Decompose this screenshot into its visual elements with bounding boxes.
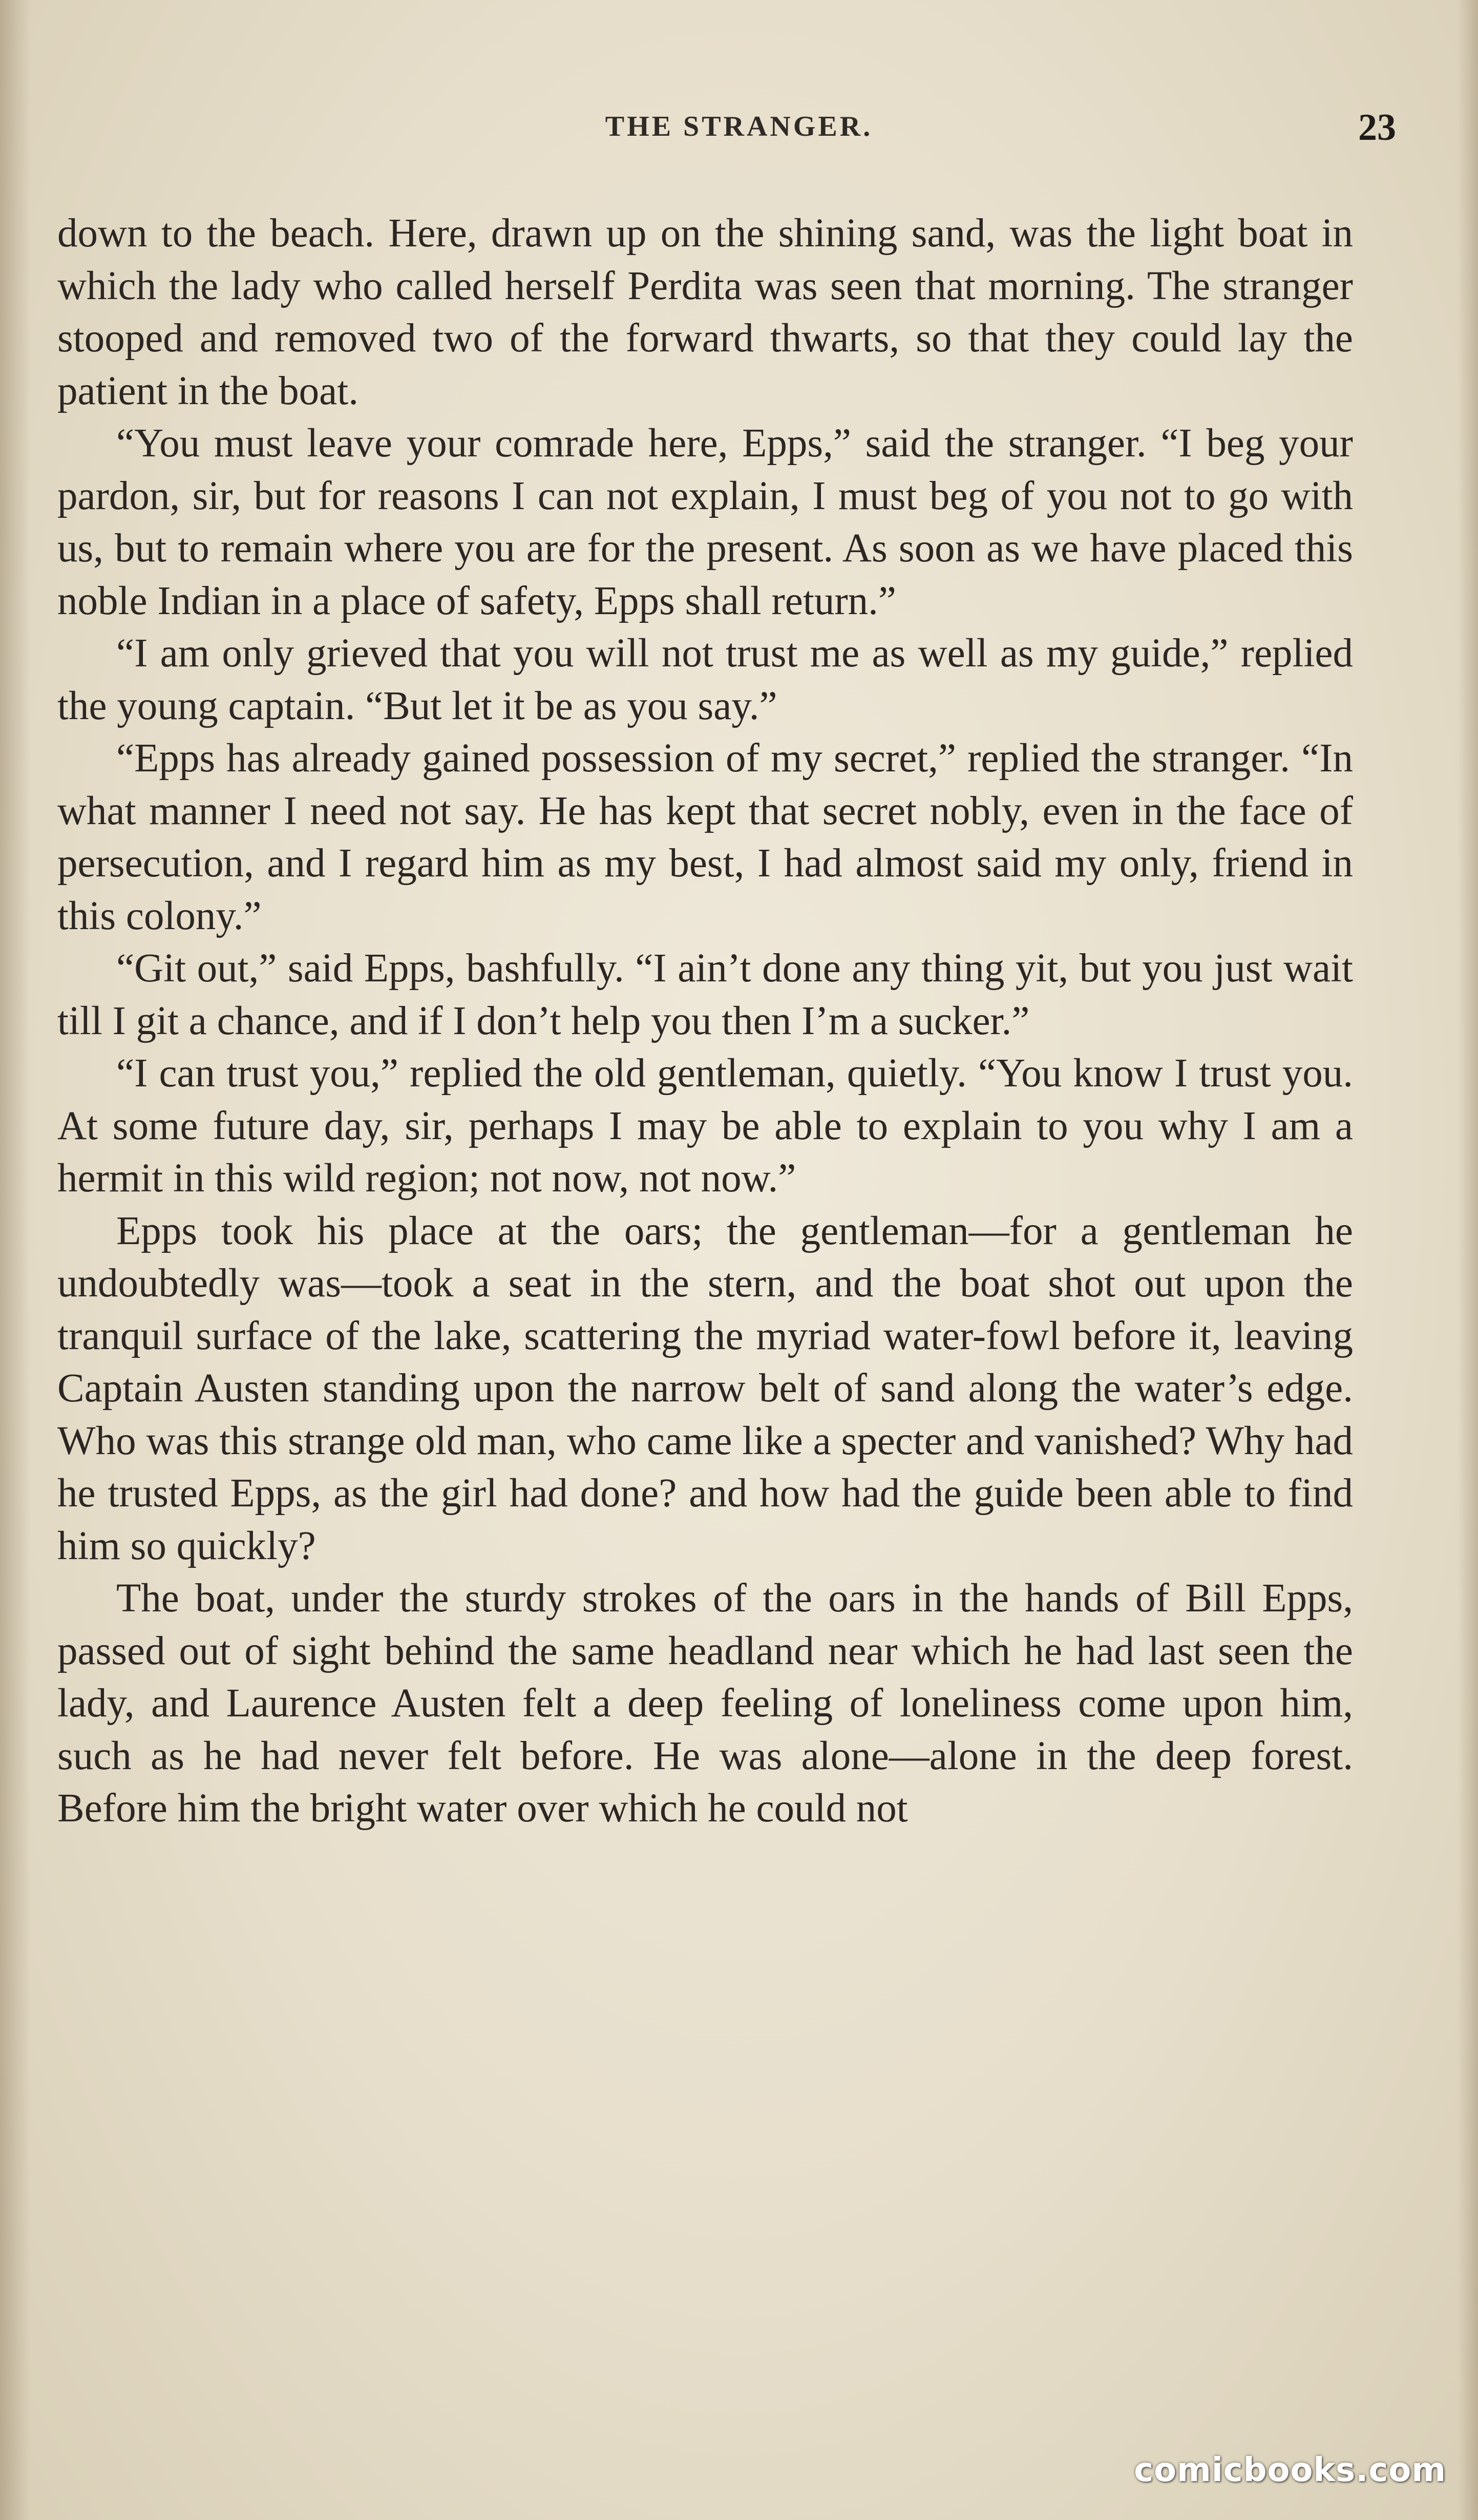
paragraph-5: “Git out,” said Epps, bashfully. “I ain’t done any thing yit, but you just wait till I git a chance, and if I don’t help you then I’m a sucker.” bbox=[57, 946, 1353, 1043]
page-edge-shadow-right bbox=[1458, 0, 1478, 2520]
running-title: THE STRANGER. bbox=[605, 111, 873, 142]
watermark: comicbooks.com bbox=[1134, 2451, 1446, 2489]
paragraph-1: down to the beach. Here, drawn up on the shining sand, was the light boat in which the lady who called herself Perdita was seen that morning. The stranger stooped and removed two of the forward thwarts, so that they could lay the patient in the boat. bbox=[57, 211, 1353, 413]
body-text bbox=[57, 207, 1353, 1835]
page-edge-shadow-left bbox=[0, 0, 31, 2520]
page-number: 23 bbox=[1358, 107, 1396, 149]
paragraph-6: “I can trust you,” replied the old gentleman, quietly. “You know I trust you. At some future day, sir, perhaps I may be able to explain to you why I am a hermit in this wild region; not now, not now.” bbox=[57, 1051, 1353, 1201]
paragraph-3: “I am only grieved that you will not trust me as well as my guide,” replied the young captain. “But let it be as you say.” bbox=[57, 631, 1353, 728]
paragraph-2: “You must leave your comrade here, Epps,” said the stranger. “I beg your pardon, sir, but for reasons I can not explain, I must beg of you not to go with us, but to remain where you are for the present. As soon as we have placed this noble Indian in a place of safety, Epps shall return.” bbox=[57, 421, 1353, 623]
paragraph-7: Epps took his place at the oars; the gentleman—for a gentleman he undoubtedly was—took a seat in the stern, and the boat shot out upon the tranquil surface of the lake, scattering the myriad water-fowl before it, leaving Captain Austen standing upon the narrow belt of sand along the water’s edge. Who was this strange old man, who came like a specter and vanished? Why had he trusted Epps, as the girl had done? and how had the guide been able to find him so quickly? bbox=[57, 1208, 1353, 1568]
paragraph-4: “Epps has already gained possession of my secret,” replied the stranger. “In what manner I need not say. He has kept that secret nobly, even in the face of persecution, and I regard him as my best, I had almost said my only, friend in this colony.” bbox=[57, 736, 1353, 938]
running-head bbox=[56, 107, 1422, 151]
paragraph-8: The boat, under the sturdy strokes of the oars in the hands of Bill Epps, passed out of sight behind the same headland near which he had last seen the lady, and Laurence Austen felt a deep feeling of loneliness come upon him, such as he had never felt before. He was alone—alone in the deep forest. Before him the bright water over which he could not bbox=[57, 1576, 1353, 1831]
